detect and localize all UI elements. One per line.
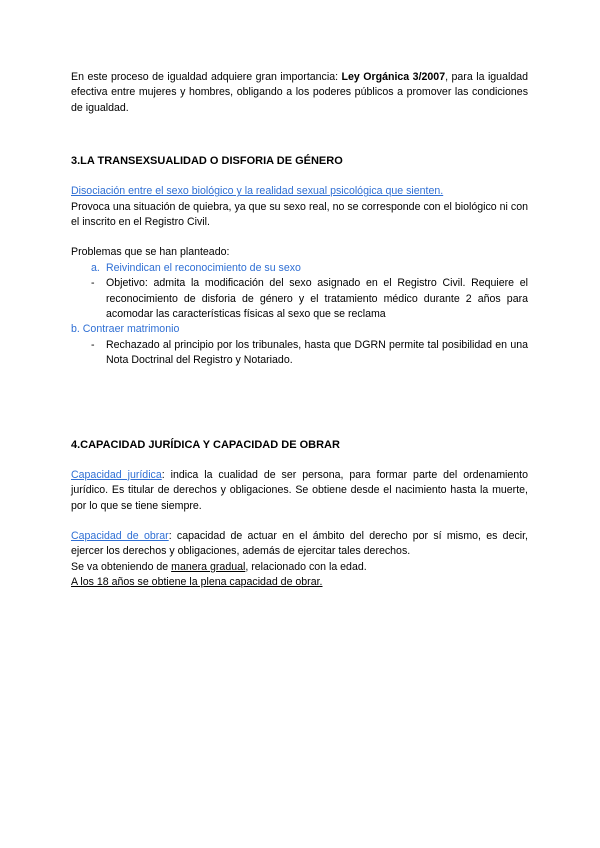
intro-paragraph [71, 70, 528, 116]
list-item-b: b. Contraer matrimonio [71, 323, 180, 336]
list-item-a-detail [71, 276, 528, 322]
section-3-link[interactable]: Disociación entre el sexo biológico y la realidad sexual psicológica que sienten. [71, 185, 444, 198]
age-line: A los 18 años se obtiene la plena capacidad de obrar. [71, 576, 323, 589]
intro-text: En este proceso de igualdad adquiere gran importancia: [71, 71, 342, 83]
capacidad-juridica-text: : indica la cualidad de ser persona, para formar parte del ordenamiento jurídico. Es titular de derechos y obligaciones. Se obtiene desde el nacimiento hasta la muerte, por lo que se tiene siempre. [71, 468, 529, 512]
gradual-term: manera gradual [171, 560, 246, 573]
capacidad-obrar-text: : capacidad de actuar en el ámbito del derecho por sí mismo, es decir, ejercer los derechos y obligaciones, además de ejercitar tales derechos. [71, 529, 529, 558]
dash-marker: - [91, 277, 95, 290]
list-item-detail-text: Rechazado al principio por los tribunales, hasta que DGRN permite tal posibilidad en una Nota Doctrinal del Registro y Notariado. [106, 338, 528, 367]
section-4-heading: 4.CAPACIDAD JURÍDICA Y CAPACIDAD DE OBRAR [71, 438, 340, 451]
capacidad-obrar-paragraph [71, 529, 528, 560]
page-content [71, 70, 528, 591]
capacidad-obrar-link[interactable]: Capacidad de obrar [71, 529, 169, 542]
list-item-b-detail [71, 338, 528, 369]
capacidad-juridica-link[interactable]: Capacidad jurídica [71, 468, 162, 481]
list-item-detail-text: Objetivo: admita la modificación del sexo asignado en el Registro Civil. Requiere el reconocimiento de disforia de género y el tratamiento médico durante 2 años para acomodar las características físicas al sexo que se reclama [106, 277, 528, 321]
law-reference: Ley Orgánica 3/2007 [341, 71, 446, 83]
gradual-text-end: , relacionado con la edad. [245, 560, 367, 573]
gradual-paragraph [71, 560, 528, 575]
list-marker: a. [91, 261, 100, 274]
dash-marker: - [91, 338, 95, 351]
gradual-text: Se va obteniendo de [71, 560, 172, 573]
section-3-paragraph: Provoca una situación de quiebra, ya que su sexo real, no se corresponde con el biológico ni con el inscrito en el Registro Civil. [71, 200, 528, 229]
problems-intro: Problemas que se han planteado: [71, 246, 230, 259]
section-3-heading: 3.LA TRANSEXSUALIDAD O DISFORIA DE GÉNERO [71, 155, 343, 168]
list-item-text: Reivindican el reconocimiento de su sexo [106, 261, 301, 274]
capacidad-juridica-paragraph [71, 468, 528, 514]
intro-text-end: , para la igualdad efectiva entre mujeres y hombres, obligando a los poderes públicos a promover las condiciones de igualdad. [71, 71, 528, 114]
list-item-a [71, 261, 528, 276]
